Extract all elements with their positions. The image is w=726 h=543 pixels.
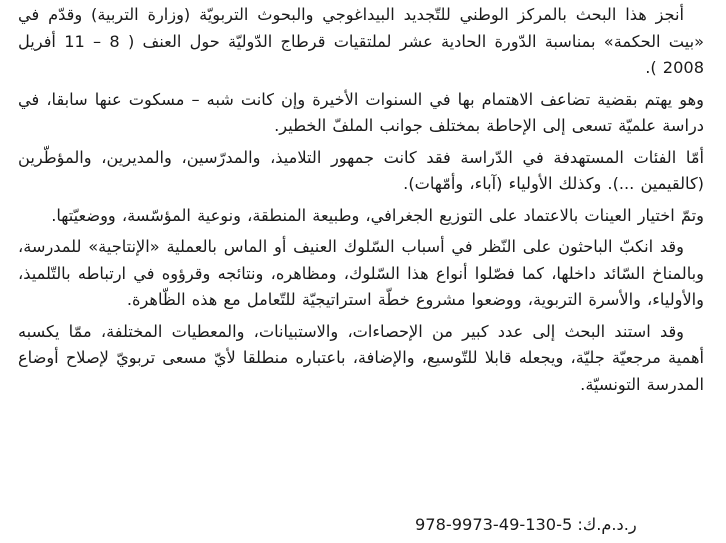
paragraph-topic: وهو يهتم بقضية تضاعف الاهتمام بها في السنوات الأخيرة وإن كانت شبه – مسكوت عنها سابقا، في دراسة علميّة تسعى إلى الإحاطة بمختلف جوانب الملفّ الخطير. [18, 89, 704, 135]
paragraph-sources: وقد استند البحث إلى عدد كبير من الإحصاءات، والاستبيانات، والمعطيات المختلفة، ممّا يكسبه أهمية مرجعيّة جليّة، ويجعله قابلا للتّوسيع، والإضافة، باعتباره منطلقا لأيّ مسعى تربويّ لإصلاح أوضاع المدرسة التونسيّة. [18, 321, 704, 394]
isbn-label: ر.د.م.ك: [577, 515, 637, 534]
paragraph-analysis: وقد انكبّ الباحثون على النّظر في أسباب السّلوك العنيف أو الماس بالعملية «الإنتاجية» للمدرسة، وبالمناخ السّائد داخلها، كما فصّلوا أنواع هذا السّلوك، ومظاهره، ونتائجه وقرؤوه في ارتباطه بالتّلميذ، والأولياء، والأسرة التربوية، ووضعوا مشروع خطّة استراتيجيّة للتّعامل مع هذه الظّاهرة. [18, 237, 704, 309]
paragraph-target-groups: أمّا الفئات المستهدفة في الدّراسة فقد كانت جمهور التلاميذ، والمدرّسين، والمديرين، والمؤطّرين (كالقيمين ...). وكذلك الأولياء (آباء، وأمّهات). [18, 147, 704, 193]
paragraph-intro: أنجز هذا البحث بالمركز الوطني للتّجديد البيداغوجي والبحوث التربويّة (وزارة التربية) وقدّم في «بيت الحكمة» بمناسبة الدّورة الحادية عشر لملتقيات قرطاج الدّوليّة حول العنف ( 8 – 11 أفريل 2008 ). [18, 5, 704, 77]
isbn-number: 978-9973-49-130-5 [415, 515, 573, 534]
isbn-line [415, 514, 637, 536]
paragraph-sampling: وتمّ اختيار العينات بالاعتماد على التوزيع الجغرافي، وطبيعة المنطقة، ونوعية المؤسّسة، ووضعيّتها. [51, 205, 704, 225]
